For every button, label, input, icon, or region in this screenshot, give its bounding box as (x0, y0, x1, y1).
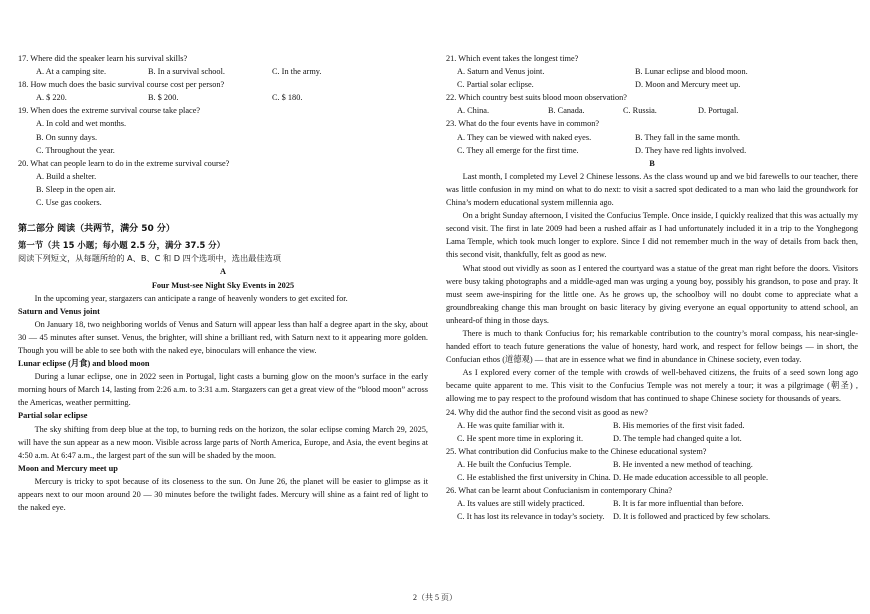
option-c: C. In the army. (272, 67, 322, 77)
question-stem: 22. Which country best suits blood moon observation? (446, 93, 627, 103)
passage-b-paragraph-5: As I explored every corner of the temple with crowds of well-behaved citizens, the fruits of a seed sown long ago became quite apparent to me. This visit to the Confucius Temple was not merely a tour; it was a pilgrimage (朝圣) , allowing me to pay respect to the profound wisdom that has continued to shape Chinese society for thousands of years. (446, 368, 858, 404)
option-d: D. It is followed and practiced by few scholars. (613, 512, 771, 522)
option-c: C. Throughout the year. (36, 145, 115, 155)
event-paragraph-1: On January 18, two neighboring worlds of Venus and Saturn will appear less than half a degree apart in the sky, about 30 — 45 minutes after sunset. Venus, the brighter, will shine a brilliant red, with Saturn next to it appearing more golden. Though you will be able to see both with the naked eye, binoculars will enhance the view. (18, 319, 428, 355)
option-c: C. He spent more time in exploring it. (457, 433, 584, 443)
option-d: D. Portugal. (698, 106, 739, 116)
question-17 (18, 52, 428, 78)
passage-b-paragraph-2: On a bright Sunday afternoon, I visited the Confucius Temple. Once inside, I quickly realized that this was actually my second visit. The first in late 2009 had been a rushed affair as I had unfortunately included it in a trip to the Yonghegong Lama Temple, which took much longer to explore. Since I did not remember much in the way of details from back then, this second visit, thankfully, felt as good as new. (446, 211, 858, 260)
passage-intro: In the upcoming year, stargazers can anticipate a range of heavenly wonders to get excited for. (34, 293, 348, 303)
question-stem: 18. How much does the basic survival course cost per person? (18, 80, 225, 90)
event-heading-3: Partial solar eclipse (18, 411, 88, 421)
option-a: A. Build a shelter. (36, 171, 97, 181)
option-a: A. China. (457, 106, 490, 116)
part-title: 第二部分 阅读（共两节，满分 50 分） (18, 224, 175, 235)
passage-b-paragraph-4: There is much to thank Confucius for; his remarkable contribution to the country’s moral compass, his near-single-handed effort to teach future generations the value of honesty, hard work, and respect for fellow beings — in short, the Confucian ethos (道德观) — that are in essence what we find in abundance in Chinese society, even today. (446, 328, 858, 365)
page-number: 2（共 5 页） (413, 593, 457, 602)
option-a: A. He built the Confucius Temple. (457, 459, 572, 469)
question-21 (446, 52, 858, 91)
option-a: A. Its values are still widely practiced. (457, 499, 585, 509)
option-c: C. Use gas cookers. (36, 198, 102, 208)
option-d: D. They have red lights involved. (635, 145, 747, 155)
right-column (446, 52, 858, 523)
option-a: A. He was quite familiar with it. (457, 420, 565, 430)
question-23 (446, 117, 858, 156)
passage-b-paragraph-1: Last month, I completed my Level 2 Chinese lessons. As the class wound up and we bid farewells to our teacher, there was little confusion in my mind on what to do next: to visit a sacred spot dedicated to a man who laid the groundwork for China’s modern educational system millennia ago. (446, 171, 858, 208)
option-b: B. Canada. (548, 106, 585, 116)
question-stem: 26. What can be learnt about Confucianism in contemporary China? (446, 486, 673, 496)
option-b: B. Lunar eclipse and blood moon. (635, 67, 748, 77)
event-heading-4: Moon and Mercury meet up (18, 463, 118, 473)
question-stem: 25. What contribution did Confucius make to the Chinese educational system? (446, 446, 707, 456)
event-paragraph-4: Mercury is tricky to spot because of its closeness to the sun. On June 26, the planet will be easier to glimpse as it appears next to our moon around 20 — 30 minutes before the twilight fades. Mercury will shine as a faint red of light to the naked eye. (18, 476, 428, 513)
question-stem: 20. What can people learn to do in the extreme survival course? (18, 158, 230, 168)
option-d: D. He made education accessible to all people. (613, 473, 769, 482)
option-d: D. Moon and Mercury meet up. (635, 80, 741, 90)
question-18 (18, 78, 428, 104)
option-b: B. $ 200. (148, 93, 179, 103)
question-26 (446, 484, 858, 523)
question-24 (446, 406, 858, 445)
option-c: C. It has lost its relevance in today’s society. (457, 512, 605, 522)
question-stem: 23. What do the four events have in common? (446, 119, 600, 129)
section-title: 第一节（共 15 小题；每小题 2.5 分，满分 37.5 分） (18, 240, 226, 251)
event-paragraph-3: The sky shifting from deep blue at the top, to burning reds on the horizon, the solar eclipse coming March 29, 2025, will have the sun appear as a new moon. Visible across large parts of North America, Europe, and Asia, the event begins at 4:50 a.m. At 6:47 a.m., the largest part of the sun will be shaded by the moon. (18, 424, 428, 460)
question-19 (18, 104, 428, 156)
option-b: B. On sunny days. (36, 132, 98, 142)
option-b: B. He invented a new method of teaching. (613, 459, 753, 469)
option-b: B. Sleep in the open air. (36, 184, 116, 194)
option-d: D. The temple had changed quite a lot. (613, 433, 742, 443)
option-c: C. Russia. (623, 106, 657, 116)
event-heading-2: Lunar eclipse (月食) and blood moon (18, 359, 150, 369)
option-c: C. Partial solar eclipse. (457, 80, 534, 90)
question-stem: 24. Why did the author find the second visit as good as new? (446, 407, 648, 417)
instruction: 阅读下列短文，从每题所给的 A、B、C 和 D 四个选项中，选出最佳选项 (18, 253, 281, 264)
option-a: A. At a camping site. (36, 67, 107, 77)
passage-b-paragraph-3: What stood out vividly as soon as I entered the courtyard was a statue of the great man right before the doors. Visitors were busy taking photographs and a middle-aged man was urging a young boy, possibly his grandson, to pose and pray. It must seem awe-inspiring for the little one. As he grows up, the schoolboy will no doubt come to appreciate what a groundbreaking change this man brought on basic literacy by giving everyone an equal opportunity to attend school, an unheard-of thing in those days. (446, 263, 858, 325)
option-a: A. $ 220. (36, 93, 67, 103)
option-c: C. He established the first university in China. (457, 473, 611, 482)
passage-a-title: Four Must-see Night Sky Events in 2025 (151, 280, 295, 290)
question-stem: 21. Which event takes the longest time? (446, 54, 579, 63)
option-b: B. They fall in the same month. (635, 132, 740, 142)
option-a: A. They can be viewed with naked eyes. (457, 132, 592, 142)
question-20 (18, 157, 428, 209)
passage-b-letter: B (649, 158, 655, 168)
event-paragraph-2: During a lunar eclipse, one in 2022 seen in Portugal, light casts a burning glow on the moon’s surface in the early morning hours of March 14, lasting from 2:26 a.m. to 3:31 a.m. Stargazers can get a great view of the “blood moon” across the Americas, weather permitting. (18, 372, 428, 408)
question-stem: 19. When does the extreme survival course take place? (18, 106, 201, 116)
question-stem: 17. Where did the speaker learn his survival skills? (18, 54, 188, 63)
question-22 (446, 91, 858, 117)
option-b: B. In a survival school. (148, 67, 225, 77)
option-b: B. His memories of the first visit faded. (613, 420, 745, 430)
option-a: A. Saturn and Venus joint. (457, 67, 545, 77)
option-b: B. It is far more influential than before. (613, 499, 744, 509)
event-heading-1: Saturn and Venus joint (18, 306, 100, 316)
option-c: C. They all emerge for the first time. (457, 145, 579, 155)
option-a: A. In cold and wet months. (36, 119, 127, 129)
left-column (18, 52, 428, 514)
question-25 (446, 445, 858, 484)
passage-a-letter: A (220, 267, 226, 277)
option-c: C. $ 180. (272, 93, 303, 103)
